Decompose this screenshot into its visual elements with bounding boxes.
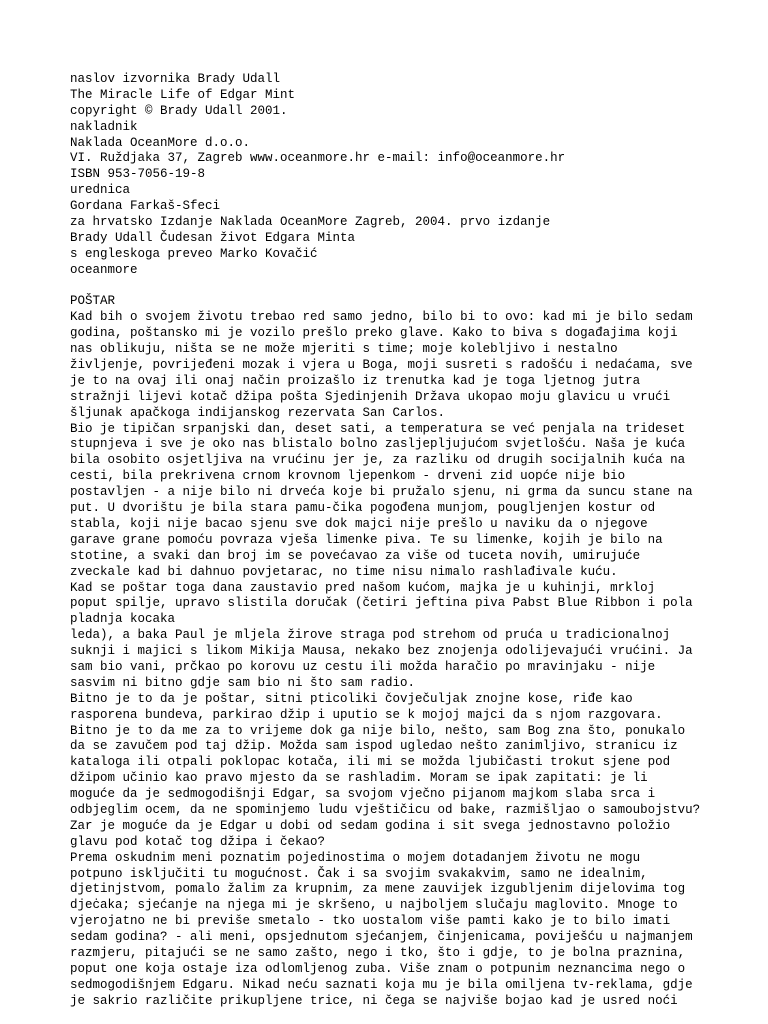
body-line: stabla, koji nije bacao sjenu sve dok majci nije prešlo u naviku da o njegove bbox=[70, 516, 648, 531]
colophon-line: s engleskoga preveo Marko Kovačić bbox=[70, 246, 318, 261]
section-title: POŠTAR bbox=[70, 294, 116, 309]
body-line: Zar je moguće da je Edgar u dobi od sedam godina i sit svega jednostavno položio bbox=[70, 818, 671, 833]
body-line: cesti, bila prekrivena crnom krovnom ljepenkom - drveni zid uopće nije bio bbox=[70, 469, 626, 484]
body-line: bila osobito osjetljiva na vrućinu jer je, za razliku od drugih socijalnih kuća na bbox=[70, 453, 686, 468]
body-line: Bio je tipičan srpanjski dan, deset sati, a temperatura se već penjala na trideset bbox=[70, 421, 686, 436]
body-line: džipom učinio kao pravo mjesto da se rashladim. Moram se ipak zapitati: je li bbox=[70, 771, 648, 786]
body-line: razmjeru, pitajući se ne samo zašto, nego i tko, što i gdje, to je bolna praznina, bbox=[70, 945, 686, 960]
body-line: stotine, a svaki dan broj im se povećavao za više od tuceta novih, umirujuće bbox=[70, 548, 641, 563]
colophon-line: Brady Udall Čudesan život Edgara Minta bbox=[70, 230, 356, 245]
body-line: garave grane pomoću povraza vješa limenke piva. Te su limenke, kojih je bilo na bbox=[70, 532, 663, 547]
colophon-line: naslov izvornika Brady Udall bbox=[70, 72, 281, 86]
body-line: sedam godina? - ali meni, opsjednutom sjećanjem, činjenicama, poviješću u najmanjem bbox=[70, 930, 693, 945]
colophon-line: oceanmore bbox=[70, 262, 138, 277]
body-line: Prema oskudnim meni poznatim pojedinostima o mojem dotadanjem životu ne mogu bbox=[70, 850, 641, 865]
body-line: postavljen - a nije bilo ni drveća koje bi pružalo sjenu, ni grma da suncu stane na bbox=[70, 485, 693, 500]
body-line: leda), a baka Paul je mljela žirove straga pod strehom od pruća u tradicionalnoj bbox=[70, 628, 671, 643]
body-line: moguće da je sedmogodišnji Edgar, sa svojom vječno pijanom majkom slaba srca i bbox=[70, 787, 656, 802]
body-line: poput spilje, upravo slistila doručak (četiri jeftina piva Pabst Blue Ribbon i pola bbox=[70, 596, 693, 611]
colophon-line: ISBN 953-7056-19-8 bbox=[70, 167, 206, 182]
colophon-line: Naklada OceanMore d.o.o. bbox=[70, 135, 251, 150]
body-text bbox=[70, 310, 760, 1009]
body-line: djeċaka; sjećanje na njega mi je skršeno, u najboljem slučaju maglovito. Mnoge to bbox=[70, 898, 678, 913]
body-line: stupnjeva i sve je oko nas blistalo bolno zasljepljujućom svjetlošću. Naša je kuća bbox=[70, 437, 686, 452]
body-line: da se zavučem pod taj džip. Možda sam ispod ugledao nešto zanimljivo, stranicu iz bbox=[70, 739, 678, 754]
body-line: vjerojatno ne bi previše smetalo - tko uostalom više pamti kako je to bilo imati bbox=[70, 914, 671, 929]
body-line: nas oblikuju, ništa se ne može mjeriti s time; moje kolebljivo i nestalno bbox=[70, 342, 618, 357]
body-line: put. U dvorištu je bila stara pamu-čika pogođena munjom, pougljenjen kostur od bbox=[70, 501, 656, 516]
body-line: sasvim ni bitno gdje sam bio ni što sam radio. bbox=[70, 675, 416, 690]
body-line: Bitno je to da me za to vrijeme dok ga nije bilo, nešto, sam Bog zna što, ponukalo bbox=[70, 723, 686, 738]
colophon-line: urednica bbox=[70, 183, 131, 198]
colophon-line: VI. Ruždjaka 37, Zagreb www.oceanmore.hr e-mail: info@oceanmore.hr bbox=[70, 151, 566, 166]
body-line: življenje, povrijeđeni mozak i vjera u Boga, moji susreti s radošću i nedaćama, sve bbox=[70, 358, 693, 373]
blank-line bbox=[70, 279, 760, 295]
body-line: poput one koja ostaje iza odlomljenog zuba. Više znam o potpunim neznancima nego o bbox=[70, 961, 686, 976]
body-line: Kad bih o svojem životu trebao red samo jedno, bilo bi to ovo: kad mi je bilo sedam bbox=[70, 310, 693, 325]
body-line: šljunak apačkoga indijanskog rezervata San Carlos. bbox=[70, 405, 446, 420]
body-line: Kad se poštar toga dana zaustavio pred našom kućom, majka je u kuhinji, mrkloj bbox=[70, 580, 656, 595]
colophon-line: za hrvatsko Izdanje Naklada OceanMore Zagreb, 2004. prvo izdanje bbox=[70, 215, 551, 230]
body-line: glavu pod kotač tog džipa i čekao? bbox=[70, 834, 326, 849]
body-line: pladnja kocaka bbox=[70, 612, 176, 627]
colophon bbox=[70, 72, 760, 279]
body-line: Bitno je to da je poštar, sitni pticoliki čovječuljak znojne kose, riđe kao bbox=[70, 691, 633, 706]
body-line: odbjeglim ocem, da ne spominjemo ludu vještičicu od bake, razmišljao o samoubojstvu? bbox=[70, 802, 701, 817]
colophon-line: Gordana Farkaš-Sfeci bbox=[70, 199, 221, 214]
body-line: godina, poštansko mi je vozilo prešlo preko glave. Kako to biva s događajima koji bbox=[70, 326, 678, 341]
body-line: potpuno isključiti tu mogućnost. Čak i sa svojim svakakvim, samo ne idealnim, bbox=[70, 866, 648, 881]
document-page bbox=[70, 72, 760, 1010]
body-line: kataloga ili otpali poklopac kotača, ili mi se možda ljubičasti trokut sjene pod bbox=[70, 755, 671, 770]
colophon-line: nakladnik bbox=[70, 119, 138, 134]
body-line: suknji i majici s likom Mikija Mausa, nekako bez znojenja odolijevajući vrućini. Ja bbox=[70, 644, 693, 659]
body-line: sam bio vani, prčkao po korovu uz cestu ili možda haračio po mravinjaku - nije bbox=[70, 659, 656, 674]
body-line: sedmogodišnjem Edgaru. Nikad neću saznati koja mu je bila omiljena tv-reklama, gdje bbox=[70, 977, 693, 992]
body-line: je to na ovaj ili onaj način proizašlo iz trenutka kad je toga ljetnog jutra bbox=[70, 373, 641, 388]
body-line: zveckale kad bi dahnuo povjetarac, no time nisu nimalo rashlađivale kuću. bbox=[70, 564, 618, 579]
colophon-line: copyright © Brady Udall 2001. bbox=[70, 103, 288, 118]
body-line: je sakrio različite prikupljene trice, ni čega se najviše bojao kad je usred noći bbox=[70, 993, 678, 1008]
body-line: rasporena bundeva, parkirao džip i uputio se k mojoj majci da s njom razgovara. bbox=[70, 707, 663, 722]
body-line: djetinjstvom, pomalo žalim za krupnim, za mene zauvijek izgubljenim dijelovima tog bbox=[70, 882, 686, 897]
body-line: stražnji lijevi kotač džipa pošta Sjedinjenih Država ukopao moju glavicu u vrući bbox=[70, 389, 671, 404]
colophon-line: The Miracle Life of Edgar Mint bbox=[70, 87, 296, 102]
